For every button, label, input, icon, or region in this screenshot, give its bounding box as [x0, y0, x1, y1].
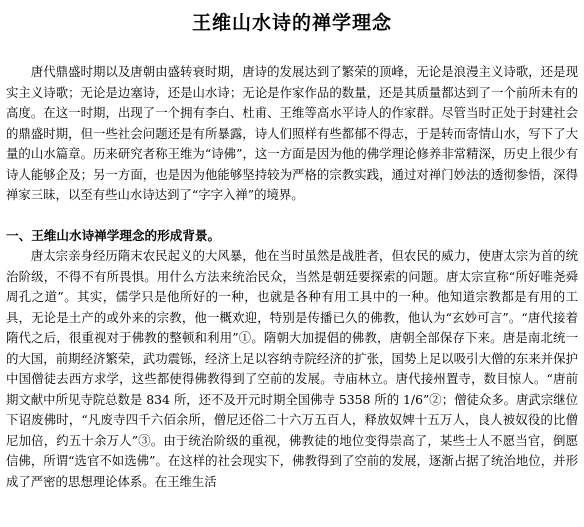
body-paragraph: 唐太宗亲身经历隋末农民起义的大风暴，他在当时虽然是战胜者，但农民的威力，使唐太宗为首的统治阶级，不得不有所畏惧。用什么方法来统治民众，当然是朝廷要探索的问题。唐太宗宣称“所好唯尧舜周孔之道”。其实，儒学只是他所好的一种，也就是各种有用工具中的一种。他知道宗教都是有用的工具，无论是土产的或外来的宗教，他一概欢迎，特别是传播已久的佛教，他认为“玄妙可言”。“唐代接着隋代之后，很重视对于佛教的整顿和利用”①。隋朝大加提倡的佛教，唐朝全部保存下来。唐是南北统一的大国，前期经济繁荣，武功震铄，经济上足以容纳寺院经济的扩张，国势上足以吸引大僧的东来并保护中国僧徒去西方求学，这些都使得佛教得到了空前的发展。寺庙林立。唐代接州置寺，数目惊人。“唐前期文献中所见寺院总数是 834 所，还不及开元时期全国佛寺 5358 所的 1/6”②；僧徒众多。唐武宗继位下诏废佛时，“凡废寺四千六佰余所，僧尼还俗二十六万五百人，释放奴婢十五万人，良人被奴役的比僧尼加倍，约五十余万人”③。由于统治阶级的重视，佛教徒的地位变得崇高了，某些士人不愿当官，倒愿信佛，所谓“选官不如选佛”。在这样的社会现实下，佛教得到了空前的发展，逐渐占据了统治地位，并形成了严密的思想理论体系。在王维生活: [6, 248, 578, 489]
intro-paragraph: 唐代鼎盛时期以及唐朝由盛转衰时期，唐诗的发展达到了繁荣的顶峰，无论是浪漫主义诗歌，还是现实主义诗歌；无论是边塞诗，还是山水诗；无论是作家作品的数量，还是其质量都达到了一个前所未有的高度。在这一时期，出现了一个拥有李白、杜甫、王维等高水平诗人的作家群。尽管当时正处于封建社会的鼎盛时期，但一些社会问题还是有所暴露，诗人们照样有些都郁不得志，于是转而寄情山水，写下了大量的山水篇章。历来研究者称王维为“诗佛”，这一方面是因为他的佛学理论修养非常精深，历史上很少有诗人能够企及；另一方面，也是因为他能够坚持较为严格的宗教实践，通过对禅门妙法的透彻参悟，深得禅家三昧，以至有些山水诗达到了“字字入禅”的境界。: [6, 64, 578, 202]
document-title: 王维山水诗的禅学理念: [191, 12, 392, 34]
section-heading: 一、王维山水诗禅学理念的形成背景。: [6, 228, 221, 243]
